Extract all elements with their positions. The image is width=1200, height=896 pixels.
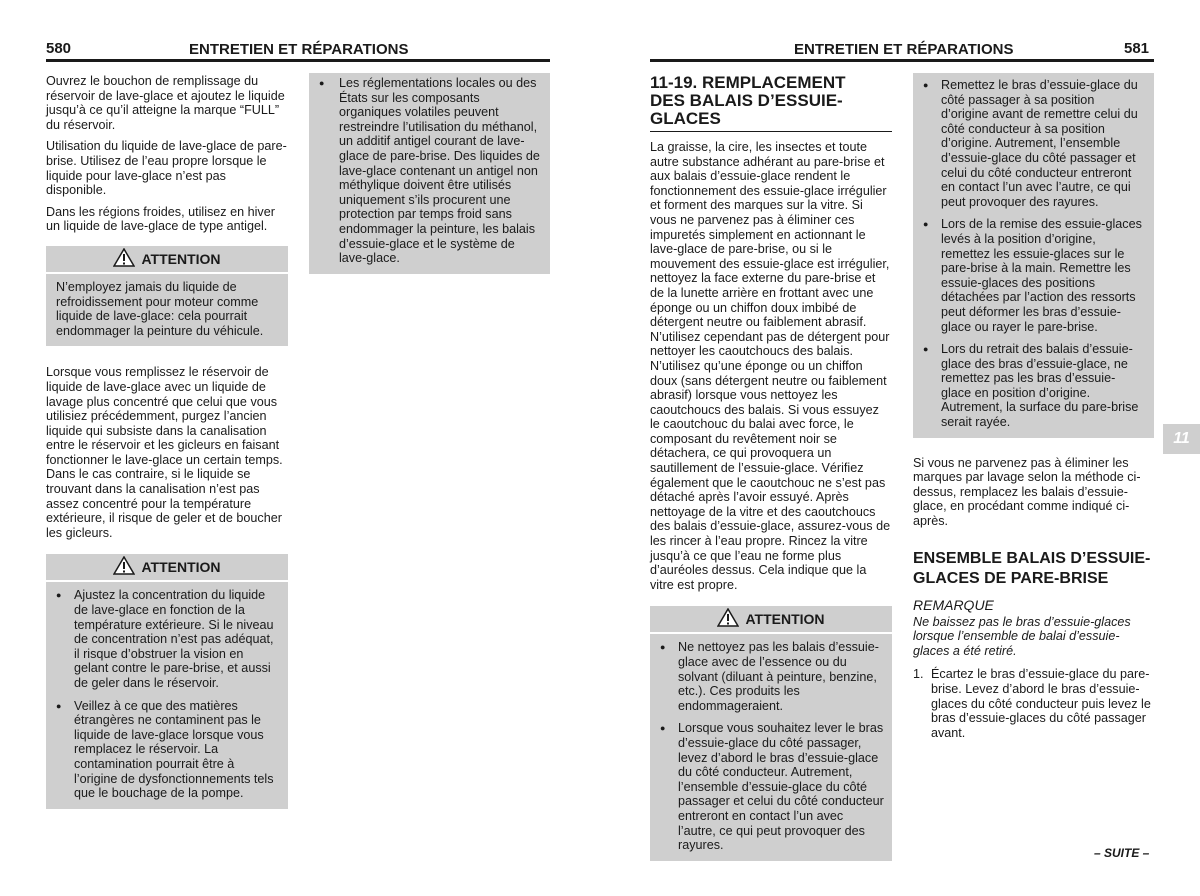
attention-body (650, 634, 892, 860)
attention-title: ATTENTION (141, 250, 221, 267)
chapter-tab[interactable]: 11 (1163, 424, 1200, 454)
warning-icon (113, 556, 135, 575)
bullet-item: ● Ne nettoyez pas les balais d’essuie-glace avec de l’essence ou du solvant (diluant à peinture, benzine, etc.). Ces produits les endommageraient. (660, 640, 884, 713)
page-number-right: 581 (1124, 40, 1150, 57)
left-column-2-box (309, 73, 550, 274)
bullet-item: ● Lors de la remise des essuie-glaces levés à la position d’origine, remettez les essuie-glaces sur le pare-brise à la main. Remettre les essuie-glaces des positions détachées par l’action des ressorts peut déformer les bras d’essuie-glace ou rayer le pare-brise. (923, 217, 1144, 334)
attention-header (650, 606, 892, 634)
warning-icon (113, 248, 135, 267)
step-number: 1. (913, 667, 924, 682)
bullet-item: ● Les réglementations locales ou des États sur les composants organiques volatiles peuvent restreindre l’utilisation du méthanol, un additif antigel courant de lave-glace de pare-brise. Des liquides de lave-glace contenant un antigel non méthylique doivent être utilisés uniquement s’ils procurent une protection par temps froid sans endommager la peinture, les balais d’essuie-glace et le système de lave-glace. (319, 76, 540, 266)
page-number-left: 580 (46, 40, 72, 57)
subsection-title: ENSEMBLE BALAIS D’ESSUIE-GLACES DE PARE-BRISE (913, 549, 1151, 587)
step-item (913, 667, 1154, 740)
attention-header (46, 246, 288, 274)
attention-header (46, 554, 288, 582)
header-title-right: ENTRETIEN ET RÉPARATIONS (794, 41, 1014, 58)
paragraph: Dans les régions froides, utilisez en hiver un liquide de lave-glace de type antigel. (46, 204, 275, 234)
bullet-item: ● Lors du retrait des balais d’essuie-glace des bras d’essuie-glace, ne remettez pas les bras d’essuie-glace en position d’origine. Autrement, la surface du pare-brise serait rayée. (923, 342, 1144, 430)
section-title: 11-19. REMPLACEMENT DES BALAIS D’ESSUIE-GLACES (650, 73, 846, 128)
header-rule-right (650, 59, 1154, 62)
attention-box (46, 246, 288, 346)
attention-box (650, 606, 892, 860)
attention-title: ATTENTION (745, 611, 825, 628)
note-text: Ne baissez pas le bras d’essuie-glaces lorsque l’ensemble de balai d’essuie-glaces a été retiré. (913, 614, 1131, 658)
bullet-item: ● Veillez à ce que des matières étrangères ne contaminent pas le liquide de lave-glace lorsque vous remplacez le réservoir. La contamination pourrait être à l’origine de dysfonctionnements tels que le bouchage de la pompe. (56, 699, 280, 801)
paragraph: La graisse, la cire, les insectes et toute autre substance adhérant au pare-brise et aux balais d’essuie-glace rendent le fonctionnement des essuie-glace irrégulier et forment des marques sur la vitre. Si vous ne parvenez pas à éliminer ces impuretés simplement en actionnant le lave-glace de pare-brise, ou si le mouvement des essuie-glace est irrégulier, nettoyez la face externe du pare-brise et de la lunette arrière en frottant avec une éponge ou un chiffon doux imbibé de détergent neutre ou faiblement abrasif. N’utilisez cependant pas de détergent pour nettoyer les caoutchoucs des balais. N’utilisez qu’une éponge ou un chiffon doux (sans détergent neutre ou faiblement abrasif) lorsque vous nettoyez les caoutchoucs des balais. Si vous essuyez le caoutchouc du balai avec force, le composant du revêtement noir se détachera, ce qui provoquera un sautillement de l’essuie-glace. Vérifiez également que le caoutchouc ne s’est pas détaché après l’avoir essuyé. Après nettoyage de la vitre et des caoutchoucs des balais d’essuie-glace, assurez-vous de les rincer à l’eau propre. Rincez la vitre jusqu’à ce que l’eau ne forme plus d’auréoles dessus. Cela indique que la vitre est propre. (650, 140, 891, 592)
bullet-item: ● Lorsque vous souhaitez lever le bras d’essuie-glace du côté passager, levez d’abord le bras d’essuie-glace du côté conducteur. Autrement, l’ensemble d’essuie-glace du côté passager et celui du côté conducteur entreront en contact l’un avec l’autre, ce qui peut provoquer des rayures. (660, 721, 884, 852)
continued-footer: – SUITE – (1094, 846, 1150, 860)
paragraph: Ouvrez le bouchon de remplissage du réservoir de lave-glace et ajoutez le liquide jusqu’à ce qu’il atteigne la marque “FULL” du réservoir. (46, 74, 285, 132)
paragraph: Utilisation du liquide de lave-glace de pare-brise. Utilisez de l’eau propre lorsque le liquide pour lave-glace n’est pas disponible. (46, 139, 287, 198)
attention-text: N’employez jamais du liquide de refroidissement pour moteur comme liquide de lave-glace: cela pourrait endommager la peinture du véhicule. (56, 279, 264, 338)
attention-box (46, 554, 288, 808)
paragraph: Lorsque vous remplissez le réservoir de liquide de lave-glace avec un liquide de lavage plus concentré que celui que vous utilisiez précédemment, purgez l’ancien liquide qui subsiste dans la canalisation entre le réservoir et les gicleurs en faisant fonctionner le lave-glace un certain temps. Dans le cas contraire, si le liquide se trouvant dans la canalisation n’est pas assez concentré pour la température extérieure, il risque de geler et de boucher les gicleurs. (46, 365, 283, 540)
paragraph: Si vous ne parvenez pas à éliminer les marques par lavage selon la méthode ci-dessus, remplacez les balais d’essuie-glace, en procédant comme indiqué ci-après. (913, 455, 1141, 529)
continued-attention-box (913, 73, 1154, 438)
left-column-1 (46, 74, 288, 809)
step-text: Écartez le bras d’essuie-glace du pare-brise. Levez d’abord le bras d’essuie-glaces du côté conducteur puis levez le bras d’essuie-glaces du côté passager avant. (931, 667, 1151, 740)
header-rule-left (46, 59, 550, 62)
header-title-left: ENTRETIEN ET RÉPARATIONS (189, 41, 409, 58)
bullet-item: ● Remettez le bras d’essuie-glace du côté passager à sa position d’origine avant de remettre celui du côté conducteur à sa position d’origine. Autrement, l’ensemble d’essuie-glace du côté passager et celui du côté conducteur entreront en contact l’un avec l’autre, ce qui peut provoquer des rayures. (923, 78, 1144, 209)
warning-icon (717, 608, 739, 627)
section-title-rule (650, 131, 892, 132)
attention-title: ATTENTION (141, 559, 221, 576)
right-column-2 (913, 73, 1154, 740)
right-column-1 (650, 74, 892, 861)
attention-body (46, 582, 288, 808)
bullet-item: ● Ajustez la concentration du liquide de lave-glace en fonction de la température extérieure. Si le niveau de concentration n’est pas adéquat, il risque d’obstruer la vision en gelant contre le pare-brise, et aussi de geler dans le réservoir. (56, 588, 280, 690)
note-label: REMARQUE (913, 596, 994, 613)
